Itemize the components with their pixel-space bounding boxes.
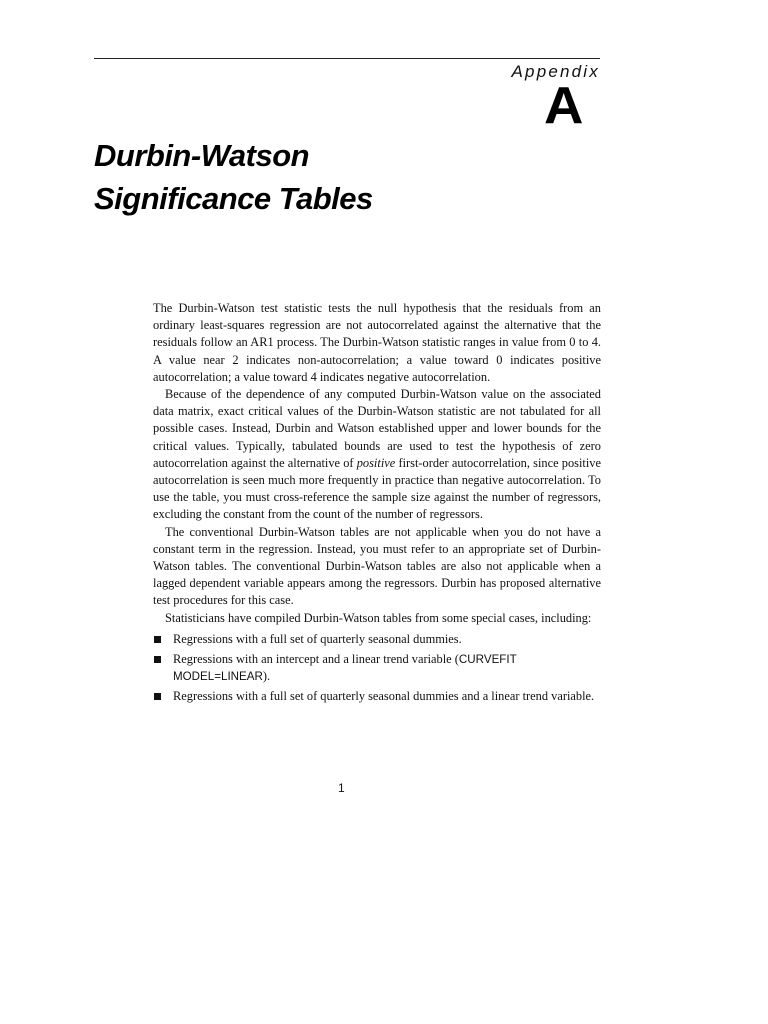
bullet-list <box>153 631 601 706</box>
title-line-2: Significance Tables <box>94 181 373 216</box>
paragraph-2 <box>153 386 601 524</box>
paragraph-2-emphasis: positive <box>356 455 396 470</box>
square-bullet-icon <box>154 656 161 663</box>
list-item <box>153 631 601 648</box>
paragraph-2-text-a: Because of the dependence of any computed Durbin-Watson value on the associated data matrix, exact critical values of the Durbin-Watson statistic are not tabulated for all possible cases. Instead, Durbin and Watson established upper and lower bounds for the critical values. Typically, tabulated bounds are used to test the hypothesis of zero autocorrelation against the alternative of <box>153 387 601 470</box>
list-item-text: Regressions with an intercept and a linear trend variable ( <box>173 652 459 667</box>
page-number: 1 <box>338 781 345 795</box>
paragraph-1: The Durbin-Watson test statistic tests the null hypothesis that the residuals from an ordinary least-squares regression are not autocorrelated against the alternative that the residuals follow an AR1 process. The Durbin-Watson statistic ranges in value from 0 to 4. A value near 2 indicates non-autocorrelation; a value toward 0 indicates positive autocorrelation; a value toward 4 indicates negative autocorrelation. <box>153 301 601 384</box>
appendix-label: Appendix <box>511 62 600 81</box>
list-item-text: Regressions with a full set of quarterly seasonal dummies and a linear trend variable. <box>173 689 595 704</box>
square-bullet-icon <box>154 693 161 700</box>
title-line-1: Durbin-Watson <box>94 138 310 173</box>
appendix-letter: A <box>544 77 584 135</box>
header-rule <box>94 58 600 59</box>
code-reference: CURVEFIT MODEL=LINEAR <box>173 653 517 684</box>
paragraph-2-text-b: first-order autocorrelation, since positive autocorrelation is seen much more frequently in practice than negative autocorrelation. To use the table, you must cross-reference the sample size against the number of regressors, excluding the constant from the count of the number of regressors. <box>153 455 601 522</box>
paragraph-3: The conventional Durbin-Watson tables are not applicable when you do not have a constant term in the regression. Instead, you must refer to an appropriate set of Durbin-Watson tables. The conventional Durbin-Watson tables are also not applicable when a lagged dependent variable appears among the regressors. Durbin has proposed alternative test procedures for this case. <box>153 524 601 608</box>
list-item-text-end: ). <box>262 669 271 684</box>
body-text <box>153 300 601 709</box>
list-item <box>153 688 601 705</box>
square-bullet-icon <box>154 636 161 643</box>
list-item <box>153 651 601 685</box>
page-title <box>94 134 373 220</box>
paragraph-4: Statisticians have compiled Durbin-Watson tables from some special cases, including: <box>165 610 592 625</box>
list-item-text: Regressions with a full set of quarterly seasonal dummies. <box>173 631 462 646</box>
